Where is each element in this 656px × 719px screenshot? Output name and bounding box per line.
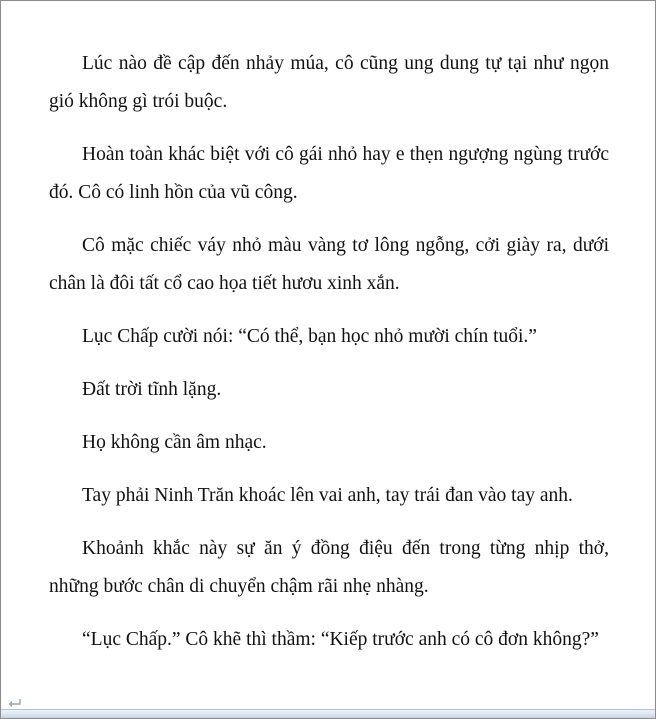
paragraph-5: Đất trời tĩnh lặng. <box>82 379 222 400</box>
paragraph-7: Tay phải Ninh Trăn khoác lên vai anh, tay trái đan vào tay anh. <box>82 485 573 506</box>
paragraph-6: Họ không cần âm nhạc. <box>82 432 267 453</box>
document-page <box>49 45 609 674</box>
paragraph-2: Hoàn toàn khác biệt với cô gái nhỏ hay e thẹn ngượng ngùng trước đó. Cô có linh hồn của vũ công. <box>49 144 609 203</box>
return-arrow-icon <box>7 698 21 708</box>
paragraph-3: Cô mặc chiếc váy nhỏ màu vàng tơ lông ngỗng, cởi giày ra, dưới chân là đôi tất cổ cao họa tiết hươu xinh xắn. <box>49 235 609 294</box>
window-bottom-edge <box>1 709 655 718</box>
paragraph-8: Khoảnh khắc này sự ăn ý đồng điệu đến trong từng nhịp thở, những bước chân di chuyển chậm rãi nhẹ nhàng. <box>49 538 609 597</box>
paragraph-1: Lúc nào đề cập đến nhảy múa, cô cũng ung dung tự tại như ngọn gió không gì trói buộc. <box>49 53 609 112</box>
paragraph-9: “Lục Chấp.” Cô khẽ thì thầm: “Kiếp trước anh có cô đơn không?” <box>82 629 599 650</box>
paragraph-4: Lục Chấp cười nói: “Có thể, bạn học nhỏ mười chín tuổi.” <box>82 326 537 347</box>
